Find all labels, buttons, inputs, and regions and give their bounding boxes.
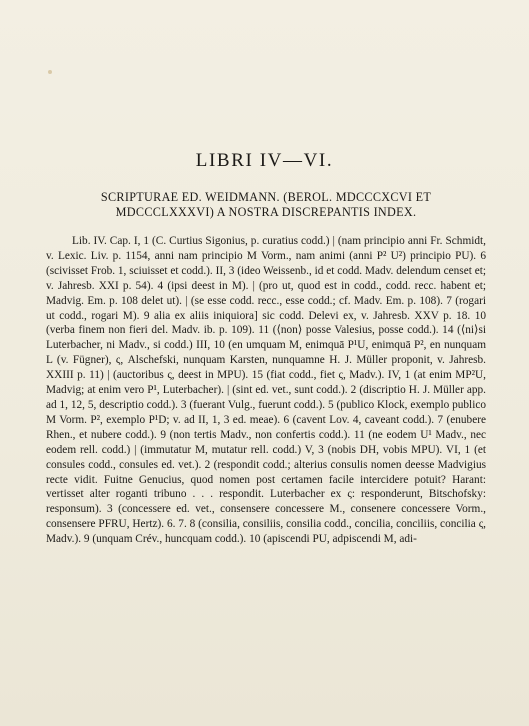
page-title: LIBRI IV—VI. bbox=[195, 150, 334, 171]
apparatus-paragraph: Lib. IV. Cap. I, 1 (C. Curtius Sigonius, p. curatius codd.) | (nam principio anni Fr. Schmidt, v. Lexic. Liv. p. 1154, anni nam principio M Vorm., nam animi (anni P² U²) principio PU). 6 (scivisset Frob. 1, sciuisset et codd.). II, 3 (ideo Weissenb., id et codd. Madv. delendum censet et; v. Jahresb. XXI p. 54). 4 (ipsi deest in M). | (pro ut, quod est in codd., codd. recc. habent et; Madvig. Em. p. 108 delet ut). | (se esse codd. recc., esse codd.; cf. Madv. Em. p. 108). 7 (rogari ut codd., rogari M). 9 alia ex aliis iniquiora] sic codd. Delevi ex, v. Jahresb. XXV p. 18. 10 (verba finem non fieri del. Madv. ib. p. 109). 11 (⟨non⟩ posse Valesius, posse codd.). 14 (⟨ni⟩si Luterbacher, ni Madv., si codd.) III, 10 (en umquam M, enimquā P¹U, enimquā P², en nunquam L (v. Fügner), ς, Alschefski, nunquam Karsten, nunquamne H. J. Müller proponit, v. Jahresb. XXIII p. 11) | (auctoribus ς, deest in MPU). 15 (fiat codd., fiet ς, Madv.). IV, 1 (at enim MP²U, Madvig; at enim vero P¹, Luterbacher). | (sint ed. vet., sunt codd.). 2 (discriptio H. J. Müller app. ad 1, 12, 5, descriptio codd.). 3 (fuerant Vulg., fuerunt codd.). 5 (publico Klock, exemplo publico M Vorm. P², exemplo P¹D; v. ad II, 1, 3 ed. meae). 6 (cavent Lov. 4, caveant codd.). 7 (enubere Rhen., et nubere codd.). 9 (non tertis Madv., non confertis codd.). 11 (ne eodem U¹ Madv., nec eodem rell. codd.) | (immutatur M, mutatur rell. codd.) V, 3 (nobis DH, vobis MPU). VI, 1 (et consules codd., consules ed. vet.). 2 (respondit codd.; alterius consulis nomen deesse Madvigius recte vidit. Fuitne Genucius, quod nomen post certamen facile intercidere potuit? Harant: vertisset alter roganti tribuno . . . respondit. Luterbacher ex ς: responderunt, Bitschofsky: responsum). 3 (concessere ed. vet., consensere concessere M., consenere concessere Vorm., consensere PFRU, Hertz). 6. 7. 8 (consilia, consiliis, consilia codd., concilia, conciliis, concilia ς, Madv.). 9 (unquam Crév., huncquam codd.). 10 (apiscendi PU, adpiscendi M, adi- bbox=[46, 235, 486, 546]
critical-apparatus bbox=[46, 234, 486, 547]
subtitle-line-2: MDCCCLXXXVI) A NOSTRA DISCREPANTIS INDEX. bbox=[115, 205, 417, 219]
section-subtitle bbox=[46, 190, 486, 220]
subtitle-line-1: SCRIPTURAE ED. WEIDMANN. (BEROL. MDCCCXCVI ET bbox=[100, 190, 432, 204]
paper-spot bbox=[48, 70, 52, 74]
